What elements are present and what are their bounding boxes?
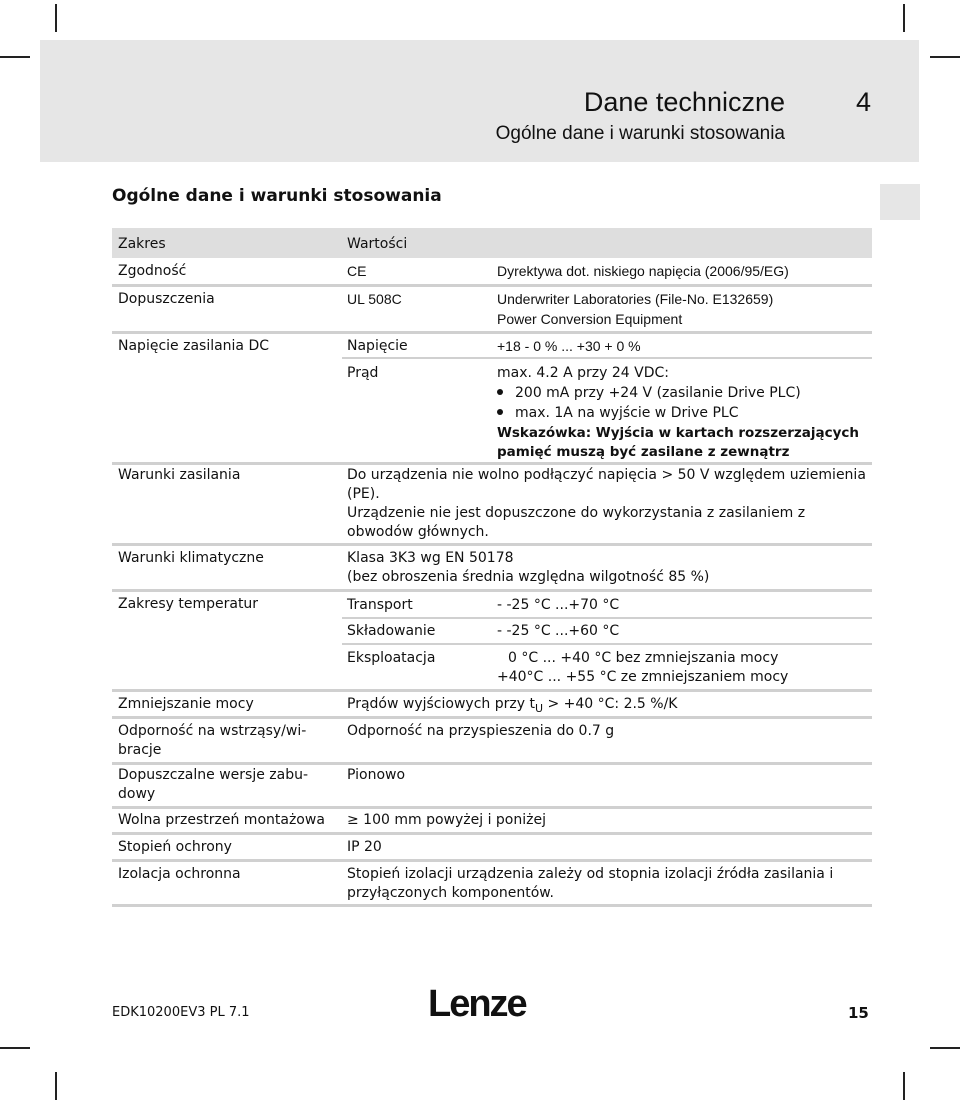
row-value: Odporność na przyspieszenia do 0.7 g — [347, 723, 615, 739]
row-value: Składowanie — [347, 623, 436, 639]
row-value: Stopień izolacji urządzenia zależy od stopnia izolacji źródła zasilania i — [347, 866, 834, 882]
row-divider — [112, 806, 872, 809]
row-divider — [342, 617, 872, 619]
crop-mark — [55, 4, 57, 32]
row-value: Napięcie — [347, 338, 408, 354]
row-label: bracje — [118, 742, 162, 758]
row-value: (bez obroszenia średnia względna wilgotność 85 %) — [347, 569, 710, 585]
brand-logo: Lenze — [428, 983, 526, 1025]
row-divider — [112, 543, 872, 546]
row-label: Warunki zasilania — [118, 467, 241, 483]
row-label: Dopuszczenia — [118, 291, 215, 307]
row-value: Eksploatacja — [347, 650, 436, 666]
row-label: dowy — [118, 786, 156, 802]
row-value: Underwriter Laboratories (File-No. E132659) — [497, 291, 774, 307]
row-label: Napięcie zasilania DC — [118, 338, 270, 354]
page-header — [40, 40, 919, 162]
row-value: Do urządzenia nie wolno podłączyć napięcia > 50 V względem uziemienia — [347, 467, 866, 483]
row-label: Warunki klimatyczne — [118, 550, 264, 566]
row-label: Izolacja ochronna — [118, 866, 241, 882]
row-value: +40°C ... +55 °C ze zmniejszaniem mocy — [497, 669, 789, 685]
chapter-tab — [880, 184, 920, 220]
row-value: Prądów wyjściowych przy $t_U > +40$ °C: 2.5 %/K — [347, 696, 678, 715]
crop-mark — [930, 1047, 960, 1049]
row-divider — [112, 462, 872, 465]
row-label: Zgodność — [118, 263, 187, 279]
crop-mark — [930, 56, 960, 58]
row-value: CE — [347, 263, 367, 279]
page-subtitle: Ogólne dane i warunki stosowania — [495, 123, 785, 144]
row-divider — [112, 331, 872, 334]
crop-mark — [903, 4, 905, 32]
row-divider — [342, 643, 872, 645]
row-label: Dopuszczalne wersje zabu- — [118, 767, 309, 783]
row-divider — [112, 904, 872, 907]
row-value: Dyrektywa dot. niskiego napięcia (2006/95/EG) — [497, 263, 789, 279]
row-value: Prąd — [347, 365, 379, 381]
list-item: 200 mA przy +24 V (zasilanie Drive PLC) — [497, 384, 801, 403]
row-value: Power Conversion Equipment — [497, 311, 683, 327]
column-header-values: Wartości — [347, 236, 408, 252]
page-title: Dane techniczne — [583, 87, 785, 117]
crop-mark — [55, 1072, 57, 1100]
row-value: Klasa 3K3 wg EN 50178 — [347, 550, 514, 566]
column-header-range: Zakres — [118, 236, 166, 252]
row-value: obwodów głównych. — [347, 524, 489, 540]
row-value: przyłączonych komponentów. — [347, 885, 554, 901]
row-value: - -25 °C ...+60 °C — [497, 623, 620, 639]
row-divider — [112, 689, 872, 692]
row-value: IP 20 — [347, 839, 382, 855]
row-divider — [112, 832, 872, 835]
document-code: EDK10200EV3 PL 7.1 — [112, 1005, 250, 1020]
row-label: Zakresy temperatur — [118, 596, 259, 612]
list-item: max. 1A na wyjście w Drive PLC — [497, 404, 739, 423]
row-label: Wolna przestrzeń montażowa — [118, 812, 325, 828]
crop-mark — [0, 1047, 30, 1049]
chapter-number: 4 — [855, 87, 871, 117]
row-divider — [112, 284, 872, 287]
row-value: Pionowo — [347, 767, 406, 783]
row-value: (PE). — [347, 486, 380, 502]
bullet-icon — [497, 389, 503, 395]
row-value: max. 4.2 A przy 24 VDC: — [497, 365, 669, 381]
row-divider — [112, 859, 872, 862]
section-title: Ogólne dane i warunki stosowania — [112, 186, 442, 206]
row-divider — [112, 589, 872, 592]
row-label: Zmniejszanie mocy — [118, 696, 254, 712]
table-header — [112, 228, 872, 258]
row-value: UL 508C — [347, 291, 402, 307]
crop-mark — [903, 1072, 905, 1100]
page-number: 15 — [848, 1004, 869, 1022]
row-value: - -25 °C ...+70 °C — [497, 597, 620, 613]
note-text: pamięć muszą być zasilane z zewnątrz — [497, 444, 790, 460]
row-value: Urządzenie nie jest dopuszczone do wykorzystania z zasilaniem z — [347, 505, 806, 521]
row-divider — [112, 762, 872, 765]
crop-mark — [0, 56, 30, 58]
row-value: ≥ 100 mm powyżej i poniżej — [347, 812, 546, 828]
note-text: Wskazówka: Wyjścia w kartach rozszerzających — [497, 425, 860, 441]
row-label: Odporność na wstrząsy/wi- — [118, 723, 307, 739]
row-divider — [342, 357, 872, 359]
row-value: 0 °C ... +40 °C bez zmniejszania mocy — [508, 650, 779, 666]
row-label: Stopień ochrony — [118, 839, 232, 855]
row-value: +18 - 0 % ... +30 + 0 % — [497, 338, 641, 354]
row-divider — [112, 716, 872, 719]
row-value: Transport — [347, 597, 413, 613]
bullet-icon — [497, 409, 503, 415]
